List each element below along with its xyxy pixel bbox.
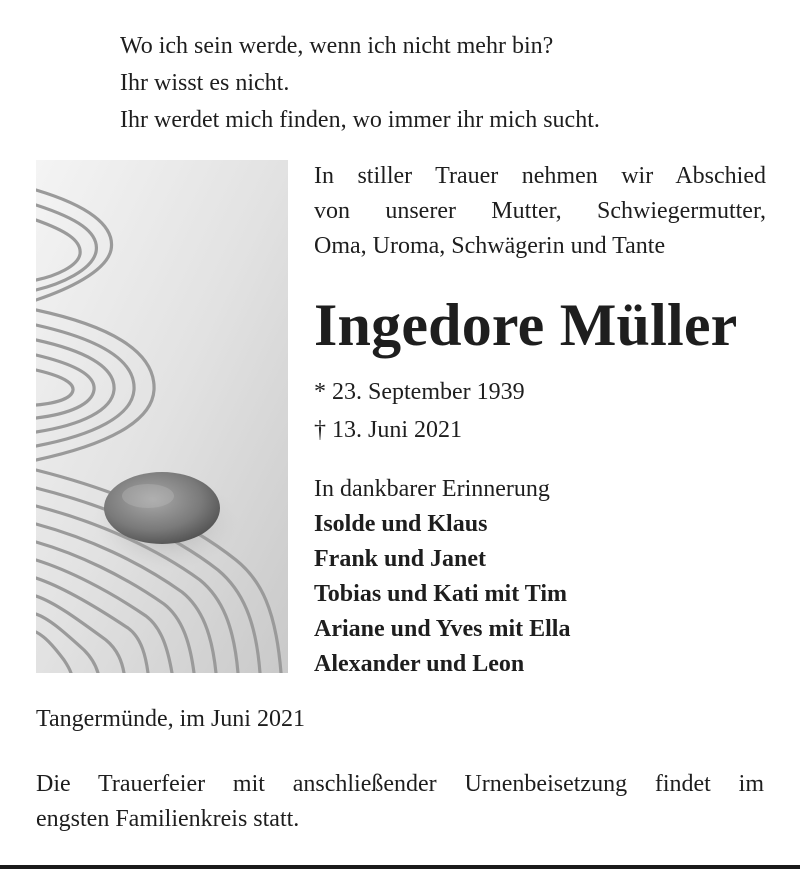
zen-garden-image <box>36 160 288 673</box>
mourner-name: Tobias und Kati mit Tim <box>314 581 567 607</box>
intro-line: In stiller Trauer nehmen wir Abschied <box>314 163 766 189</box>
place-and-date: Tangermünde, im Juni 2021 <box>36 706 305 732</box>
farewell-intro <box>314 159 766 264</box>
mourner-name: Ariane und Yves mit Ella <box>314 616 571 642</box>
poem-line: Wo ich sein werde, wenn ich nicht mehr bin? <box>120 33 554 59</box>
poem <box>120 28 600 139</box>
mourner-name: Alexander und Leon <box>314 651 525 677</box>
intro-line: Oma, Uroma, Schwägerin und Tante <box>314 233 666 259</box>
death-date: † 13. Juni 2021 <box>314 417 463 443</box>
mourner-name: Frank und Janet <box>314 546 487 572</box>
life-dates <box>314 373 525 449</box>
notice-line: Die Trauerfeier mit anschließender Urnenbeisetzung findet im <box>36 771 764 797</box>
intro-line: von unserer Mutter, Schwiegermutter, <box>314 198 766 224</box>
remembrance-line: In dankbarer Erinnerung <box>314 476 550 502</box>
birth-date: * 23. September 1939 <box>314 379 525 405</box>
deceased-name: Ingedore Müller <box>314 292 738 358</box>
poem-line: Ihr werdet mich finden, wo immer ihr mich sucht. <box>120 107 600 133</box>
poem-line: Ihr wisst es nicht. <box>120 70 290 96</box>
notice-line: engsten Familienkreis statt. <box>36 806 300 832</box>
mourner-name: Isolde und Klaus <box>314 511 488 537</box>
funeral-notice <box>36 767 764 837</box>
mourners-list <box>314 472 570 682</box>
